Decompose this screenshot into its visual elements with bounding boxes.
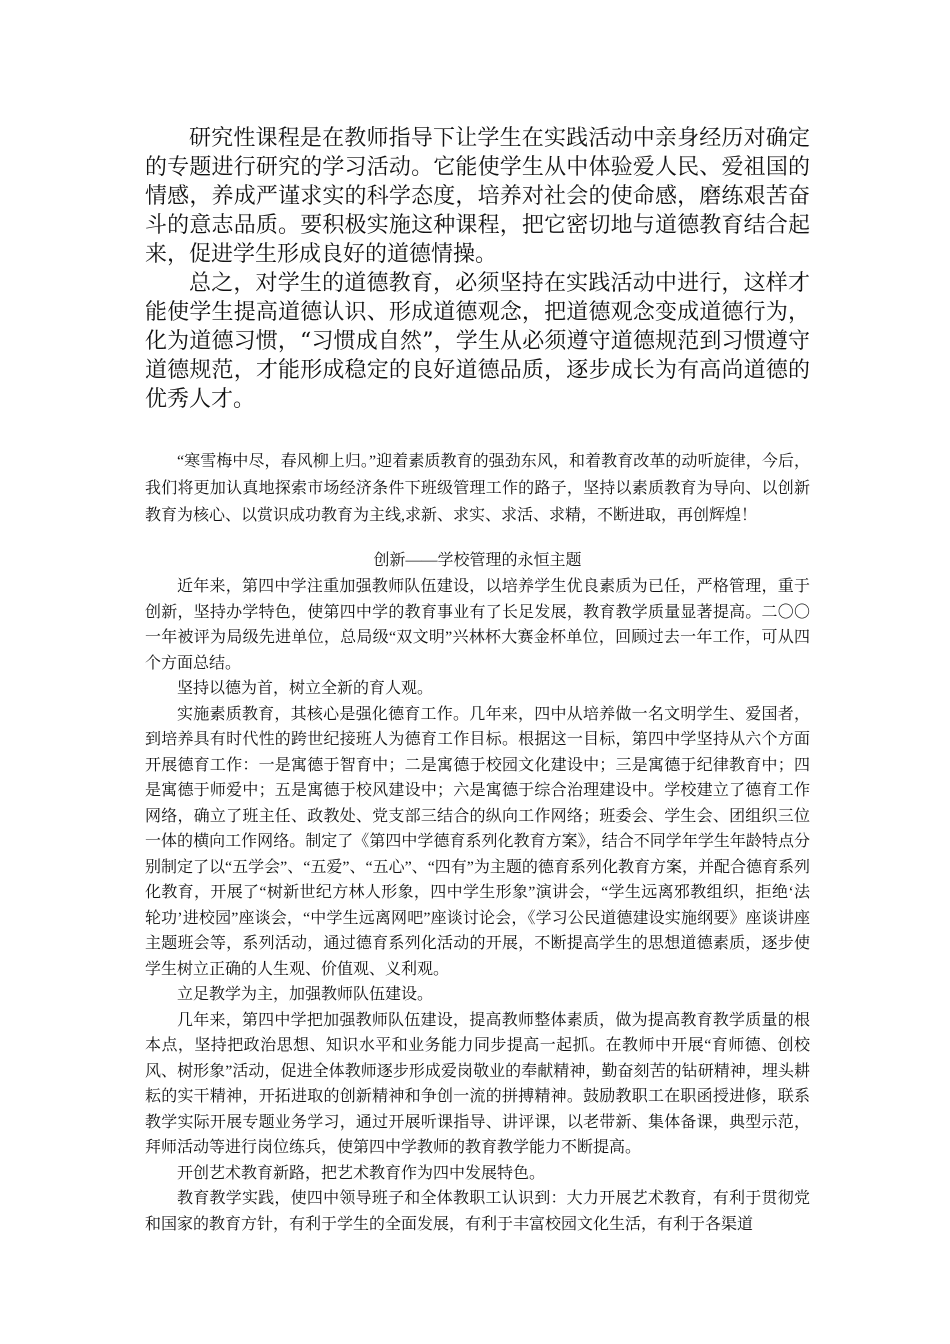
- subheading: 坚持以德为首，树立全新的育人观。: [177, 680, 434, 697]
- section-title: 创新——学校管理的永恒主题: [373, 552, 582, 569]
- section-innovation: [145, 574, 810, 1237]
- subheading: 立足教学为主，加强教师队伍建设。: [177, 986, 434, 1003]
- section-research-course: [145, 124, 810, 414]
- paragraph: “寒雪梅中尽，春风柳上归。”迎着素质教育的强劲东风，和着教育改革的动听旋律，今后，我们将更加认真地探索市场经济条件下班级管理工作的路子，坚持以素质教育为导向、以创新教育为核心、以赏识成功教育为主线,求新、求实、求活、求精，不断进取，再创辉煌！: [145, 453, 810, 524]
- paragraph: 研究性课程是在教师指导下让学生在实践活动中亲身经历对确定的专题进行研究的学习活动。它能使学生从中体验爱人民、爱祖国的情感，养成严谨求实的科学态度，培养对社会的使命感，磨练艰苦奋斗的意志品质。要积极实施这种课程，把它密切地与道德教育结合起来，促进学生形成良好的道德情操。: [145, 126, 810, 267]
- paragraph: 教育教学实践，使四中领导班子和全体教职工认识到：大力开展艺术教育，有利于贯彻党和国家的教育方针，有利于学生的全面发展，有利于丰富校园文化生活，有利于各渠道: [145, 1190, 810, 1233]
- subheading: 开创艺术教育新路，把艺术教育作为四中发展特色。: [177, 1164, 546, 1182]
- paragraph: 几年来，第四中学把加强教师队伍建设，提高教师整体素质，做为提高教育教学质量的根本点，坚持把政治思想、知识水平和业务能力同步提高一起抓。在教师中开展“育师德、创校风、树形象”活动，促进全体教师逐步形成爱岗敬业的奉献精神，勤奋刻苦的钻研精神，埋头耕耘的实干精神，开拓进取的创新精神和争创一流的拼搏精神。鼓励教职工在职函授进修，联系教学实际开展专题业务学习，通过开展听课指导、讲评课，以老带新、集体备课，典型示范，拜师活动等进行岗位练兵，使第四中学教师的教育教学能力不断提高。: [145, 1011, 810, 1156]
- paragraph: 总之，对学生的道德教育，必须坚持在实践活动中进行，这样才能使学生提高道德认识、形成道德观念，把道德观念变成道德行为，化为道德习惯，“习惯成自然”，学生从必须遵守道德规范到习惯遵守道德规范，才能形成稳定的良好道德品质，逐步成长为有高尚道德的优秀人才。: [145, 271, 810, 412]
- paragraph: 近年来，第四中学注重加强教师队伍建设，以培养学生优良素质为已任，严格管理，重于创新，坚持办学特色，使第四中学的教育事业有了长足发展，教育教学质量显著提高。二〇〇一年被评为局级先进单位，总局级“双文明”兴林杯大赛金杯单位，回顾过去一年工作，可从四个方面总结。: [145, 578, 810, 672]
- paragraph: 实施素质教育，其核心是强化德育工作。几年来，四中从培养做一名文明学生、爱国者，到培养具有时代性的跨世纪接班人为德育工作目标。根据这一目标，第四中学坚持从六个方面开展德育工作：一是寓德于智育中；二是寓德于校园文化建设中；三是寓德于纪律教育中；四是寓德于师爱中；五是寓德于校风建设中；六是寓德于综合治理建设中。学校建立了德育工作网络，确立了班主任、政教处、党支部三结合的纵向工作网络；班委会、学生会、团组织三位一体的横向工作网络。制定了《第四中学德育系列化教育方案》，结合不同学年学生年龄特点分别制定了以“五学会”、“五爱”、“五心”、“四有”为主题的德育系列化教育方案，并配合德育系列化教育，开展了“树新世纪方林人形象，四中学生形象”演讲会，“学生远离邪教组织，拒绝‘法轮功’进校园”座谈会，“中学生远离网吧”座谈讨论会，《学习公民道德建设实施纲要》座谈讲座主题班会等，系列活动，通过德育系列化活动的开展，不断提高学生的思想道德素质，逐步使学生树立正确的人生观、价值观、义利观。: [145, 705, 810, 978]
- section-conclusion: [145, 448, 810, 529]
